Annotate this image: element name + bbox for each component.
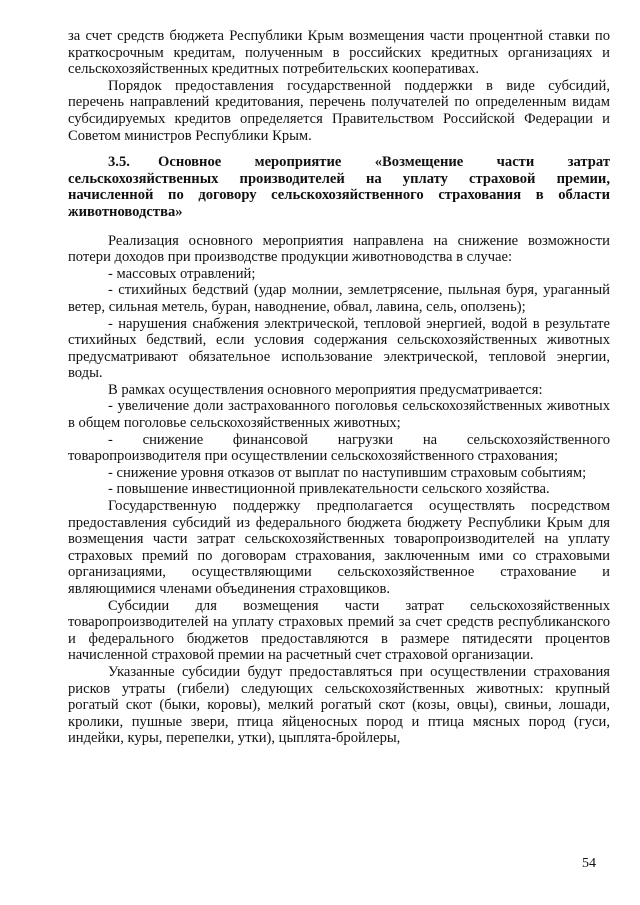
paragraph-subsidies: Субсидии для возмещения части затрат сельскохозяйственных товаропроизводителей на уплату страховых премий за счет средств республиканского и федерального бюджетов предоставляются в размере пятидесяти процентов начисленной страховой премии на расчетный счет страховой организации. <box>68 597 610 664</box>
section-number: 3.5. <box>108 154 130 171</box>
page-number: 54 <box>582 856 596 871</box>
list-item: - массовых отравлений; <box>108 265 256 282</box>
section-heading <box>68 154 610 220</box>
list-item: - снижение уровня отказов от выплат по наступившим страховым событиям; <box>108 464 587 481</box>
spacer <box>68 144 610 154</box>
list-item: - стихийных бедствий (удар молнии, землетрясение, пыльная буря, ураганный ветер, сильная метель, буран, наводнение, обвал, лавина, сель, оползень); <box>68 282 610 315</box>
paragraph-measures: В рамках осуществления основного мероприятия предусматривается: <box>108 381 543 398</box>
list-item: - снижение финансовой нагрузки на сельскохозяйственного товаропроизводителя при осуществлении сельскохозяйственного страхования; <box>68 431 610 465</box>
list-item: - увеличение доли застрахованного поголовья сельскохозяйственных животных в общем поголовье сельскохозяйственных животных; <box>68 398 610 432</box>
paragraph-animals: Указанные субсидии будут предоставляться при осуществлении страхования рисков утраты (гибели) следующих сельскохозяйственных животных: крупный рогатый скот (быки, коровы), мелкий рогатый скот (козы, овцы), свиньи, лошади, кролики, пушные звери, птица яйценосных пород и птица мясных пород (гуси, индейки, куры, перепелки, утки), цыплята-бройлеры, <box>68 663 610 747</box>
paragraph-procedure: Порядок предоставления государственной поддержки в виде субсидий, перечень направлений кредитования, перечень получателей по определенным видам субсидируемых кредитов определяется Правительством Российской Федерации и Советом министров Республики Крым. <box>68 77 610 144</box>
document-body <box>68 28 610 747</box>
paragraph-continuation: за счет средств бюджета Республики Крым возмещения части процентной ставки по краткосрочным кредитам, полученным в российских кредитных организациях и сельскохозяйственных кредитных потребительских кооперативах. <box>68 28 610 78</box>
section-title: Основное мероприятие «Возмещение части затрат сельскохозяйственных производителей на уплату страховой премии, начисленной по договору сельскохозяйственного страхования в области животноводства» <box>68 154 610 220</box>
spacer <box>68 221 610 233</box>
paragraph-state-support: Государственную поддержку предполагается осуществлять посредством предоставления субсидий из федерального бюджета бюджету Республики Крым для возмещения части затрат сельскохозяйственных товаропроизводителей на уплату страховых премий по договорам страхования, заключенным ими со страховыми организациями, осуществляющими сельскохозяйственное страхование и являющимися членами объединения страховщиков. <box>68 498 610 597</box>
list-item: - нарушения снабжения электрической, тепловой энергией, водой в результате стихийных бедствий, если условия содержания сельскохозяйственных животных предусматривают обязательное использование электрической, тепловой энергии, воды. <box>68 315 610 382</box>
paragraph-intro: Реализация основного мероприятия направлена на снижение возможности потери доходов при производстве продукции животноводства в случае: <box>68 232 610 266</box>
list-item: - повышение инвестиционной привлекательности сельского хозяйства. <box>108 481 550 498</box>
